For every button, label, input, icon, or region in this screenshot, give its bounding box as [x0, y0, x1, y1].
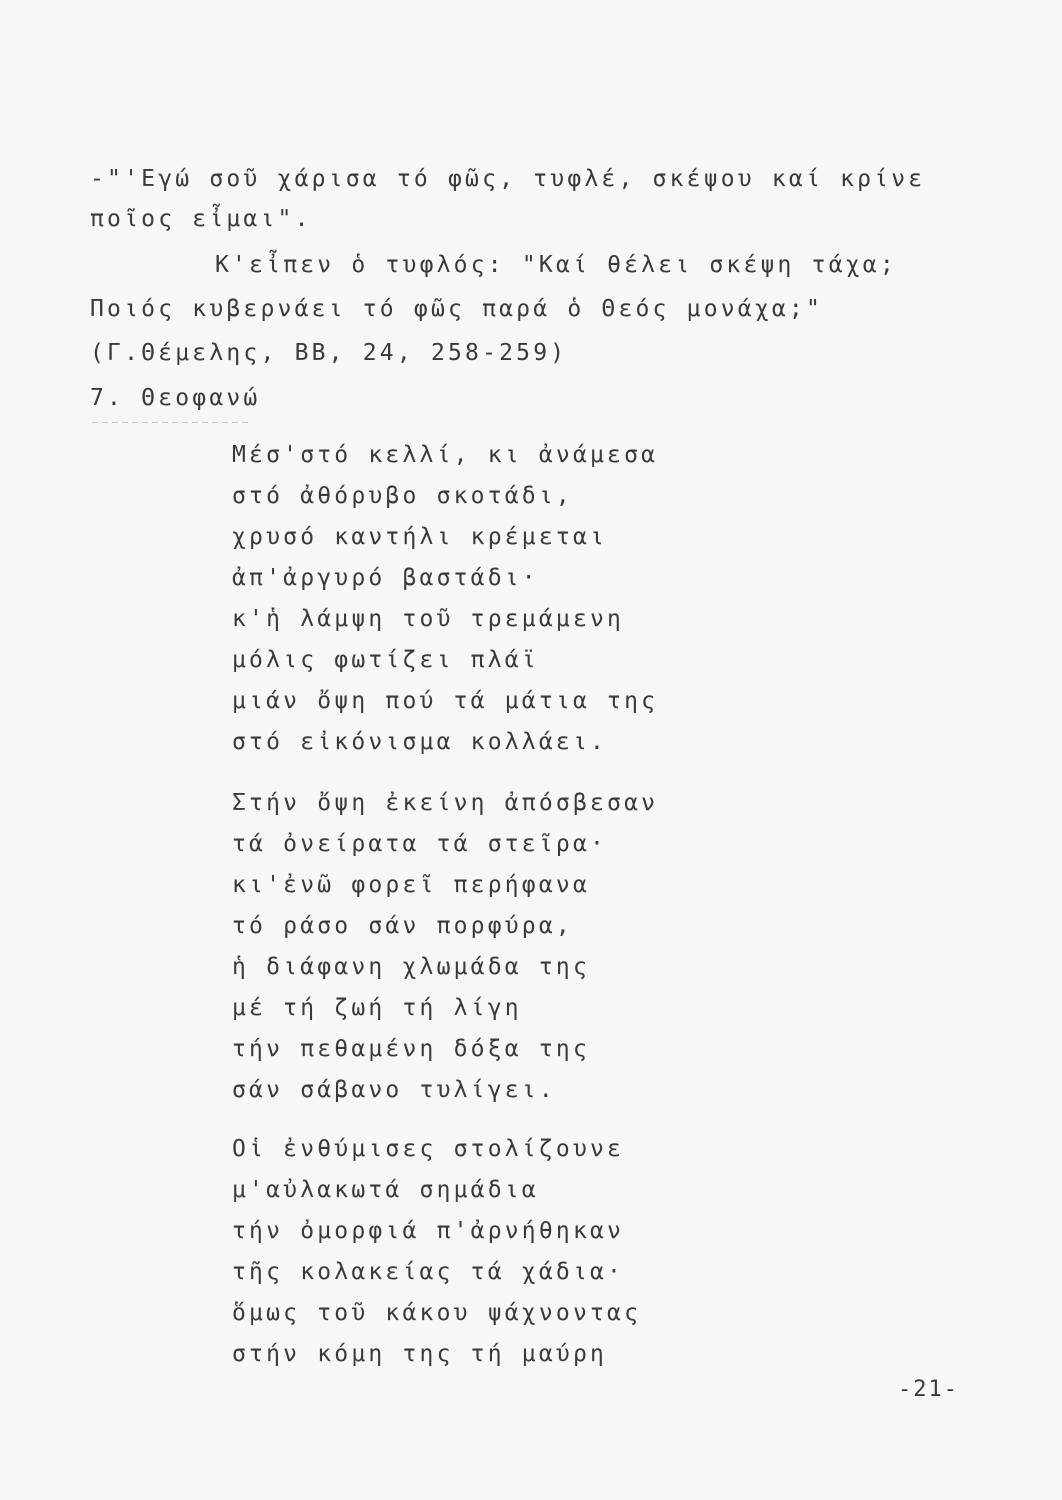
stanza2-line: τά ὀνείρατα τά στεῖρα·: [232, 831, 608, 857]
heading-underline: [92, 422, 252, 423]
stanza3-line: ὅμως τοῦ κάκου ψάχνοντας: [232, 1300, 642, 1326]
stanza1-line: στό εἰκόνισμα κολλάει.: [232, 729, 608, 755]
stanza3-line: μ'αὐλακωτά σημάδια: [232, 1177, 539, 1203]
stanza3-line: στήν κόμη της τή μαύρη: [232, 1341, 608, 1367]
stanza2-line: ἡ διάφανη χλωμάδα της: [232, 954, 590, 980]
stanza1-line: ἀπ'ἀργυρό βαστάδι·: [232, 565, 539, 591]
stanza1-line: χρυσό καντήλι κρέμεται: [232, 524, 608, 550]
stanza1-line: στό ἀθόρυβο σκοτάδι,: [232, 483, 573, 509]
stanza2-line: Στήν ὄψη ἐκείνη ἀπόσβεσαν: [232, 790, 659, 816]
stanza1-line: κ'ἡ λάμψη τοῦ τρεμάμενη: [232, 606, 625, 632]
intro-line-4: Ποιός κυβερνάει τό φῶς παρά ὁ Θεός μονάχα;": [90, 296, 824, 322]
intro-line-2: ποῖος εἶμαι".: [90, 206, 312, 232]
intro-line-1: -"'Εγώ σοῦ χάρισα τό φῶς, τυφλέ, σκέψου καί κρίνε: [90, 166, 926, 192]
section-heading: 7. Θεοφανώ: [90, 385, 261, 411]
stanza1-line: μόλις φωτίζει πλάϊ: [232, 647, 539, 673]
stanza2-line: σάν σάβανο τυλίγει.: [232, 1077, 556, 1103]
stanza2-line: τήν πεθαμένη δόξα της: [232, 1036, 590, 1062]
intro-line-3: Κ'εἶπεν ὁ τυφλός: "Καί θέλει σκέψη τάχα;: [215, 252, 897, 278]
stanza2-line: μέ τή ζωή τή λίγη: [232, 995, 522, 1021]
stanza2-line: κι'ἐνῶ φορεῖ περήφανα: [232, 872, 590, 898]
stanza1-line: μιάν ὄψη πού τά μάτια της: [232, 688, 659, 714]
citation: (Γ.Θέμελης, ΒΒ, 24, 258-259): [90, 340, 568, 366]
stanza3-line: τῆς κολακείας τά χάδια·: [232, 1259, 625, 1285]
stanza3-line: Οἱ ἐνθύμισες στολίζουνε: [232, 1136, 625, 1162]
stanza3-line: τήν ὀμορφιά π'ἀρνήθηκαν: [232, 1218, 625, 1244]
page-number: -21-: [898, 1377, 959, 1402]
stanza1-line: Μέσ'στό κελλί, κι ἀνάμεσα: [232, 442, 659, 468]
stanza2-line: τό ράσο σάν πορφύρα,: [232, 913, 573, 939]
